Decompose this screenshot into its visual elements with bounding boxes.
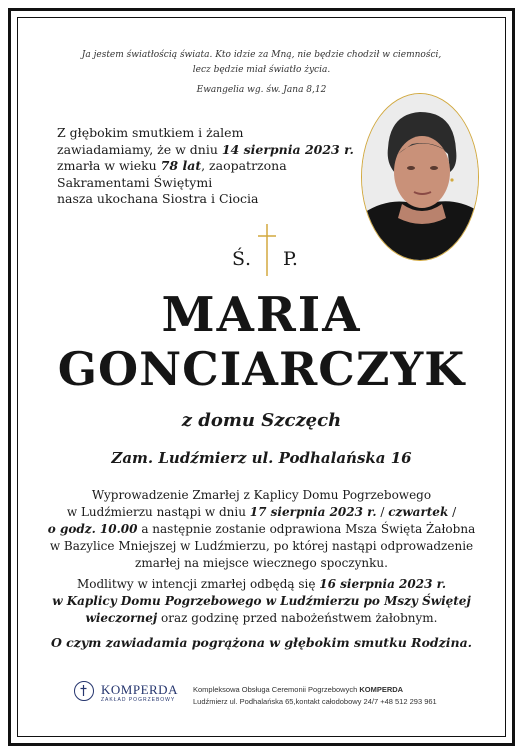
- footer-line-1a: Kompleksowa Obsługa Ceremonii Pogrzebowych: [193, 685, 360, 694]
- funeral-line-1: Wyprowadzenie Zmarłej z Kaplicy Domu Pogrzebowego: [91, 488, 432, 502]
- intro-line-4: Sakramentami Świętymi: [57, 174, 213, 190]
- cross-icon: [256, 222, 278, 278]
- funeral-line-2a: w Ludźmierzu nastąpi w dniu: [66, 505, 250, 519]
- intro-line-3: [57, 158, 357, 175]
- closing-line: O czym zawiadamia pogrążona w głębokim smutku Rodzina.: [50, 635, 473, 650]
- logo-name: KOMPERDA: [101, 682, 178, 697]
- funeral-sep-2: /: [448, 505, 457, 519]
- inner-border-bottom: [17, 736, 506, 737]
- prayer-line-3a: wieczornej: [85, 611, 158, 625]
- footer-brand: KOMPERDA: [359, 685, 404, 694]
- intro-line-3a: zmarła w wieku: [57, 158, 161, 173]
- death-date: 14 sierpnia 2023 r.: [221, 141, 354, 157]
- footer-line-2: Ludźmierz ul. Podhalańska 65,kontakt całodobowy 24/7 +48 512 293 961: [193, 697, 437, 706]
- prayer-date: 16 sierpnia 2023 r.: [319, 577, 447, 591]
- funeral-line-3: [45, 521, 478, 538]
- intro-line-3c: , zaopatrzona: [201, 158, 287, 173]
- funeral-line-5: zmarłej na miejsce wiecznego spoczynku.: [135, 556, 388, 570]
- funeral-paragraph: [45, 487, 478, 572]
- intro-text: [57, 125, 357, 208]
- deceased-portrait: [361, 93, 479, 261]
- intro-line-2a: zawiadamiamy, że w dniu: [57, 141, 222, 157]
- prayer-line-3b: oraz godzinę przed nabożeństwem żałobnym.: [157, 611, 438, 625]
- funeral-time: o godz. 10.00: [47, 522, 138, 536]
- quote-line-1: Ja jestem światłością świata. Kto idzie za Mną, nie będzie chodził w ciemności,: [81, 50, 442, 60]
- outer-border-bottom: [8, 743, 515, 746]
- outer-border-top: [8, 8, 515, 11]
- intro-line-1: Z głębokim smutkiem i żalem: [57, 125, 244, 140]
- prayer-line-3: [45, 610, 478, 627]
- age: 78 lat: [160, 158, 202, 173]
- last-name: GONCIARCZYK: [57, 342, 466, 396]
- portrait-image: [362, 94, 479, 261]
- inner-border-top: [17, 17, 506, 18]
- funeral-sep-1: /: [376, 505, 389, 519]
- residence-address: Zam. Ludźmierz ul. Podhalańska 16: [111, 449, 412, 467]
- prayer-paragraph: [45, 576, 478, 627]
- funeral-line-2: [45, 504, 478, 521]
- funeral-line-4: w Bazylice Mniejszej w Ludźmierzu, po której nastąpi odprowadzenie: [49, 539, 474, 553]
- komperda-logo-icon: [74, 681, 94, 701]
- intro-line-2: [57, 142, 357, 159]
- intro-line-5: nasza ukochana Siostra i Ciocia: [57, 191, 259, 206]
- logo-subtitle: ZAKŁAD POGRZEBOWY: [101, 697, 176, 703]
- bible-quote: [60, 48, 463, 78]
- maiden-name: z domu Szczęch: [181, 410, 342, 431]
- mark-p: P.: [283, 248, 298, 270]
- funeral-date: 17 sierpnia 2023 r.: [249, 505, 377, 519]
- prayer-line-1: [45, 576, 478, 593]
- quote-line-2: lecz będzie miał światło życia.: [192, 65, 331, 75]
- prayer-line-2: w Kaplicy Domu Pogrzebowego w Ludźmierzu po Mszy Świętej: [52, 594, 471, 608]
- mark-s: Ś.: [232, 248, 252, 270]
- quote-source: Ewangelia wg. św. Jana 8,12: [196, 85, 327, 95]
- funeral-weekday: czwartek: [388, 505, 449, 519]
- prayer-line-1a: Modlitwy w intencji zmarłej odbędą się: [76, 577, 320, 591]
- funeral-line-3b: a następnie zostanie odprawiona Msza Święta Żałobna: [137, 522, 476, 536]
- first-name: MARIA: [161, 287, 362, 343]
- footer-line-1: [193, 685, 403, 694]
